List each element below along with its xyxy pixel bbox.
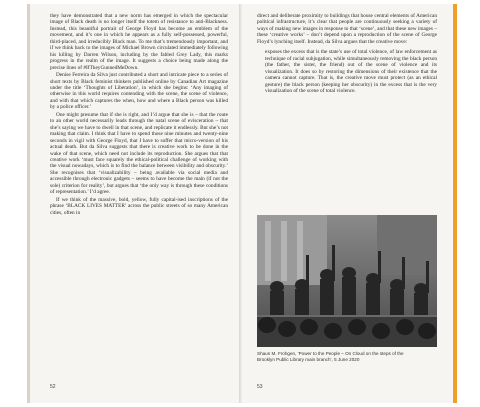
photo-image xyxy=(257,215,437,347)
page-number-right: 53 xyxy=(257,384,263,390)
right-text-column xyxy=(257,13,437,98)
paragraph: direct and deliberate proximity to buildings that house central elements of American political infrastructure, it’s clear that people are continuously seeking a variety of ways of making new images in response to that ‘scene’, and that these new images – these ‘creative works’ – don’t depend upon a reproduction of the scene of George Floyd’s lynching itself. Instead, da Silva argues that the creative move: xyxy=(257,13,437,45)
book-spread xyxy=(27,4,453,403)
paragraph: Denise Ferreira da Silva just contributed a short and intricate piece to a series of short texts by Black feminist thinkers published online by Canadian Art magazine under the title ‘Thoughts of Liberation’, in which she begins: ‘Any imaging of otherwise in this world requires contending with the scene, the scene of violence, and with that which captures the when, how and where a Black person was killed by a police officer.’ xyxy=(50,72,228,111)
left-page xyxy=(27,4,242,403)
left-text-column xyxy=(50,13,228,217)
paragraph: they have demonstrated that a new norm has emerged in which the spectacular image of Black death is no longer itself the totem of resistance to anti-Blackness. Instead, this beautiful portrait of George Floyd has become an emblem of the movement, and it’s one in which he appears as a fully self-possessed, powerful, third-placed, and irreducibly Black man. To me that’s tremendously important, and if we think back to the images of Michael Brown circulated immediately following his killing by Darren Wilson, including by the fabled Grey Lady, this marks progress in the realm of the image. It suggests a choice being made along the precise lines of #IfTheyGunnedMeDown. xyxy=(50,13,228,71)
page-number-left: 52 xyxy=(50,384,56,390)
protest-photograph xyxy=(257,215,437,347)
block-quote: exposes the excess that is the state’s use of total violence, of law enforcement as technique of racial subjugation, while simultaneously removing the black person (the father, the sister, the friend) out of the scene of violence and its visualization. It does so by restoring the dimensions of their existence that the camera cannot capture. That is, the creative move must protect (as an ethical gesture) the black person (keeping her obscurity) in the excess that is the very visualization of the scene of total violence. xyxy=(265,49,437,94)
photo-caption: Shaun M. Frohgen, ‘Power to the People – On Cloud on the steps of the Brooklyn Public Library main branch’, 5 June 2020 xyxy=(257,351,404,362)
paragraph: One might presume that if she is right, and I’d argue that she is – that the route to an other world necessarily leads through the natal scene of evisceration – that she’s saying we have to dwell in that scene, and replicate it endlessly. But she’s not making that claim. I think that I have to spend those nine minutes and twenty-nine seconds in vigil with George Floyd, that I have to suffer that micro-version of his actual death. But da Silva suggests that there is creative work to be done in the wake of that scene, which need not include its reproduction. She argues that that creative work ‘must face squarely the ethical-political challenge of working with the visual nowadays, which is to find the balance between visibility and obscurity.’ She recognises that ‘visualizability – being available via social media and accessible through electronic gadgets – seems to have become the main (if not the sole) criterion for reality’, but argues that ‘the only way is through these conditions of representation.’ I’d agree. xyxy=(50,111,228,196)
paragraph: If we think of the massive, bold, yellow, fully capital-ised inscriptions of the phrase ‘BLACK LIVES MATTER’ across the public streets of so many American cities, often in xyxy=(50,196,228,216)
right-page xyxy=(242,4,457,403)
